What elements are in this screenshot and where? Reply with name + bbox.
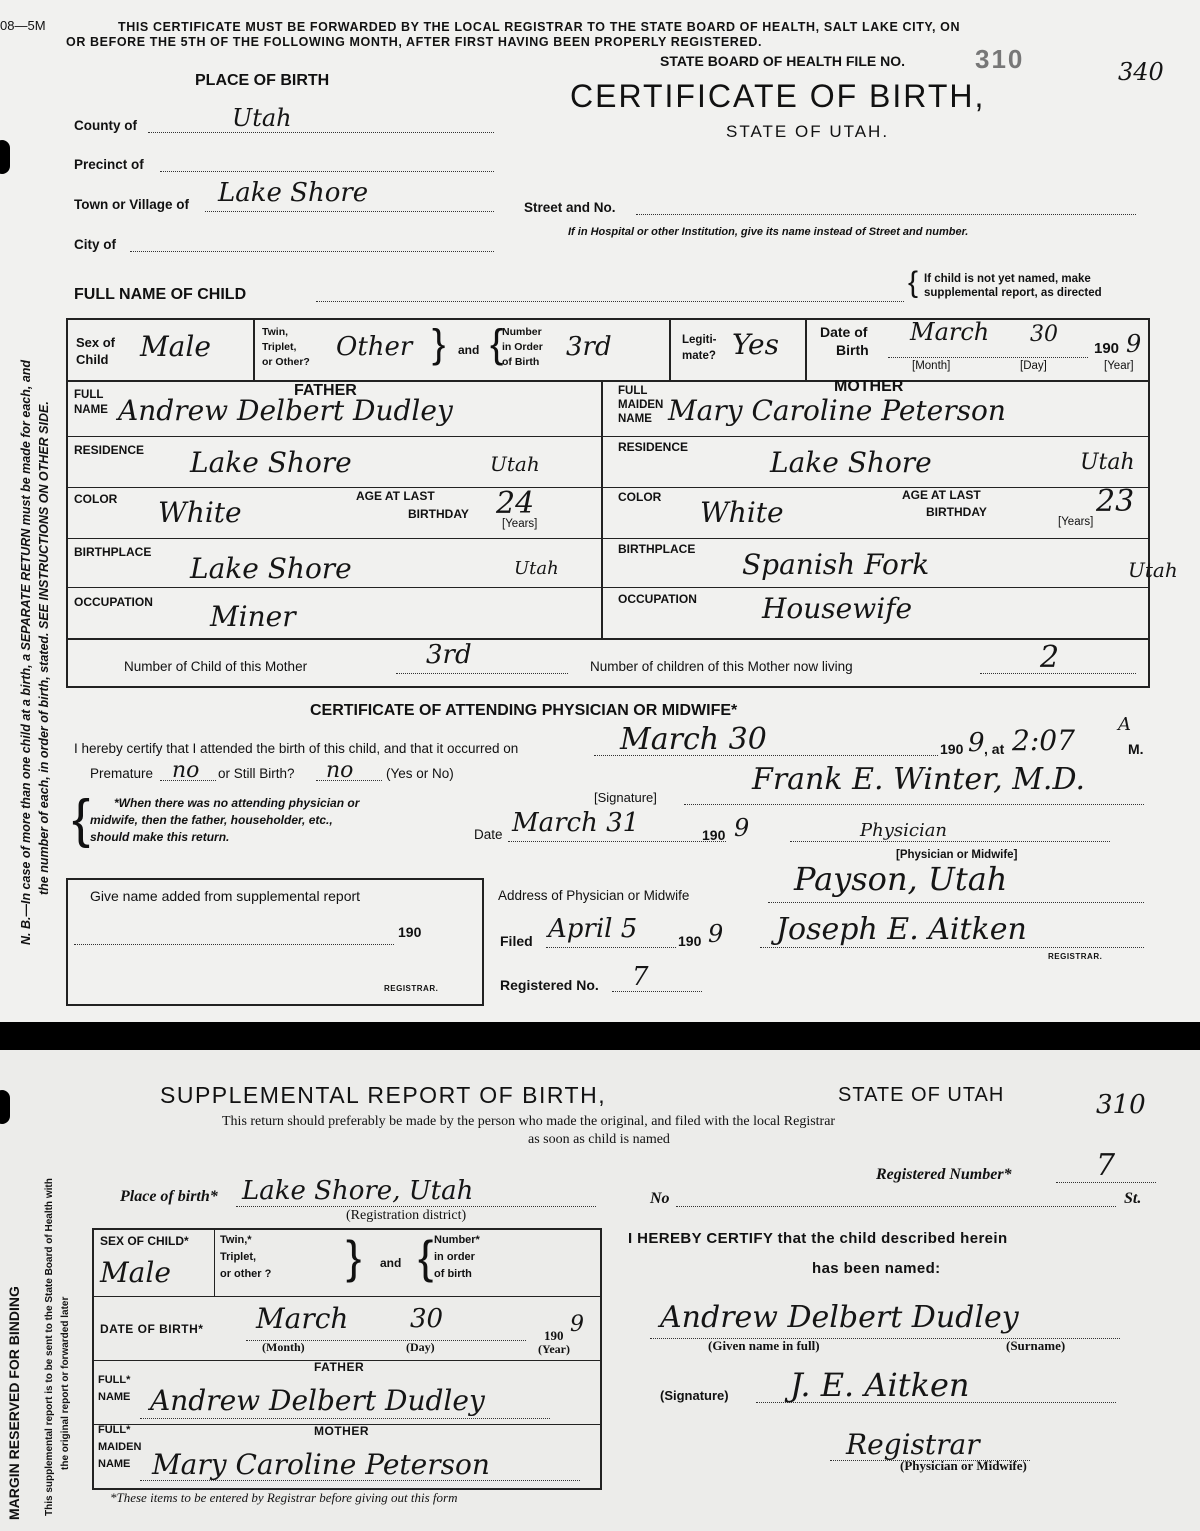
address-line <box>768 902 1144 903</box>
precinct-line <box>160 171 494 172</box>
row-birthplace-bottom <box>66 587 1150 588</box>
occurred-year-prefix: 190 <box>940 741 964 757</box>
street-line <box>636 214 1136 215</box>
supp-title-value: Registrar <box>846 1428 980 1461</box>
order-value: 3rd <box>566 332 612 362</box>
supp-twin-label-1: Twin,* <box>220 1234 252 1246</box>
physician-title-caption: [Physician or Midwife] <box>896 849 1018 861</box>
supplemental-corner-number: 310 <box>1096 1090 1146 1120</box>
table-right-border <box>1148 318 1150 686</box>
supp-divider-sex-twin <box>214 1228 215 1296</box>
mother-residence-state: Utah <box>1080 450 1135 475</box>
supp-mother-label-1: FULL* <box>98 1424 131 1436</box>
mother-name-label-3: NAME <box>618 413 652 425</box>
supplemental-report-sheet <box>0 1050 1200 1531</box>
supp-order-label-2: in order <box>434 1251 475 1263</box>
binding-hole <box>0 1090 10 1124</box>
father-age-label-2: BIRTHDAY <box>408 507 469 521</box>
supplemental-title-state: STATE OF UTAH <box>838 1084 1005 1106</box>
mother-residence-value: Lake Shore <box>770 446 932 479</box>
supp-dob-label: DATE OF BIRTH* <box>100 1322 204 1336</box>
binding-hole <box>0 140 10 174</box>
street-label: Street and No. <box>524 200 616 215</box>
supp-no-label: No <box>650 1190 670 1207</box>
filed-value: April 5 <box>548 914 638 944</box>
filed-year-suffix: 9 <box>708 920 724 948</box>
supp-place-caption: (Registration district) <box>346 1208 467 1223</box>
father-residence-state: Utah <box>490 452 540 476</box>
supp-mother-label-3: NAME <box>98 1458 131 1470</box>
supp-month-caption: (Month) <box>262 1340 305 1354</box>
child-name-line <box>316 301 904 302</box>
supplemental-box-line <box>74 944 394 945</box>
supp-certify-line-1: I HEREBY CERTIFY that the child described herein <box>628 1230 1008 1247</box>
side-note-line-1: N. B.—In case of more than one child at a birth, a SEPARATE RETURN must be made for each, and <box>19 359 33 945</box>
supp-registered-label: Registered Number* <box>876 1166 1012 1183</box>
address-label: Address of Physician or Midwife <box>498 888 690 903</box>
mother-age-caption: [Years] <box>1058 516 1094 528</box>
legit-value: Yes <box>732 328 779 361</box>
supplemental-instruction-2: as soon as child is named <box>528 1132 670 1147</box>
date-line <box>508 841 726 842</box>
living-children-value: 2 <box>1040 640 1060 675</box>
supplemental-box-year: 190 <box>398 924 422 940</box>
row-color-bottom <box>66 538 1150 539</box>
time-ampm: A <box>1118 714 1131 735</box>
file-no-stamp: 310 <box>975 44 1025 74</box>
date-year-suffix: 9 <box>734 814 750 842</box>
notice-line-2: OR BEFORE THE 5TH OF THE FOLLOWING MONTH, AFTER FIRST HAVING BEEN PROPERLY REGISTERED. <box>66 35 763 49</box>
certify-text: I hereby certify that I attended the birth of this child, and that it occurred on <box>74 741 519 756</box>
dob-year-suffix: 9 <box>1126 330 1142 358</box>
supp-st-label: St. <box>1124 1190 1142 1207</box>
city-label: City of <box>74 237 116 252</box>
twin-label-3: or Other? <box>262 356 310 368</box>
legit-label-1: Legiti- <box>682 334 717 346</box>
father-color-value: White <box>158 496 242 529</box>
physician-note-line-3: should make this return. <box>90 830 230 844</box>
supp-table-right <box>600 1228 602 1488</box>
twin-value: Other <box>336 332 413 362</box>
supplemental-title: SUPPLEMENTAL REPORT OF BIRTH, <box>160 1082 607 1108</box>
mother-heading: MOTHER <box>834 378 904 395</box>
supp-signature-label: (Signature) <box>660 1388 729 1403</box>
town-label: Town or Village of <box>74 197 190 212</box>
supp-year-caption: (Year) <box>538 1342 570 1356</box>
father-name-label-1: FULL <box>74 389 104 401</box>
file-no-corrected: 340 <box>1118 58 1164 86</box>
child-name-label: FULL NAME OF CHILD <box>74 286 247 303</box>
registered-label: Registered No. <box>500 977 599 993</box>
mother-birthplace-value: Spanish Fork <box>742 548 930 581</box>
supp-surname-caption: (Surname) <box>1006 1338 1066 1353</box>
supp-place-line <box>236 1206 596 1207</box>
father-heading: FATHER <box>294 382 357 399</box>
mother-age-label-2: BIRTHDAY <box>926 505 987 519</box>
supp-father-line <box>140 1418 550 1419</box>
mother-birthplace-state: Utah <box>1128 558 1178 582</box>
mother-age-label-1: AGE AT LAST <box>902 488 981 502</box>
table-left-border <box>66 318 68 686</box>
and-label: and <box>458 343 480 357</box>
registered-line <box>612 991 702 992</box>
date-year-prefix: 190 <box>702 827 726 843</box>
order-brace: { <box>490 322 504 366</box>
margin-label: MARGIN RESERVED FOR BINDING <box>6 1286 22 1520</box>
physician-note-line-2: midwife, then the father, householder, etc., <box>90 813 333 827</box>
divider-sex-twin <box>253 318 255 380</box>
supp-twin-label-3: or other ? <box>220 1268 272 1280</box>
physician-heading: CERTIFICATE OF ATTENDING PHYSICIAN OR MIDWIFE* <box>310 702 738 719</box>
supp-order-label-3: of birth <box>434 1268 472 1280</box>
supp-place-value: Lake Shore, Utah <box>242 1176 474 1206</box>
town-line <box>205 211 494 212</box>
mother-occupation-value: Housewife <box>762 592 913 625</box>
supp-mother-heading: MOTHER <box>314 1424 369 1438</box>
county-value: Utah <box>232 104 292 132</box>
divider-legit-date <box>805 318 807 380</box>
dob-label-1: Date of <box>820 324 868 340</box>
father-occupation-value: Miner <box>210 600 296 633</box>
dob-year-caption: [Year] <box>1104 360 1134 372</box>
signature-line <box>684 804 1144 805</box>
occurred-time: 2:07 <box>1012 724 1075 757</box>
registrar-signature: Joseph E. Aitken <box>776 912 1027 947</box>
supp-father-heading: FATHER <box>314 1360 365 1374</box>
premature-label: Premature <box>90 766 154 781</box>
twin-label-2: Triplet, <box>262 341 297 353</box>
supp-sex-label: SEX OF CHILD* <box>100 1234 189 1248</box>
mother-residence-label: RESIDENCE <box>618 440 689 454</box>
dob-day-caption: [Day] <box>1020 360 1047 372</box>
order-label-1: Number <box>502 326 542 338</box>
legit-label-2: mate? <box>682 350 716 362</box>
supp-and-label: and <box>380 1256 402 1270</box>
supp-dob-year-suffix: 9 <box>570 1312 584 1337</box>
supp-place-label: Place of birth* <box>120 1188 218 1205</box>
supp-dob-day: 30 <box>410 1304 444 1334</box>
mother-occupation-label: OCCUPATION <box>618 592 697 606</box>
supp-father-label-1: FULL* <box>98 1374 131 1386</box>
twin-brace: } <box>432 322 446 366</box>
divider-order-legit <box>669 318 671 380</box>
physician-signature: Frank E. Winter, M.D. <box>752 762 1085 797</box>
father-age-caption: [Years] <box>502 518 538 530</box>
supp-mother-label-2: MAIDEN <box>98 1441 142 1453</box>
dob-month-caption: [Month] <box>912 360 951 372</box>
side-note-line-2: the number of each, in order of birth, stated. SEE INSTRUCTIONS ON OTHER SIDE. <box>37 401 51 895</box>
dob-year-prefix: 190 <box>1094 340 1120 357</box>
sex-label-1: Sex of <box>76 335 116 350</box>
registrar-caption: REGISTRAR. <box>1048 952 1103 961</box>
form-code: 08—5M <box>0 18 46 33</box>
supp-dob-month: March <box>256 1302 349 1335</box>
supp-day-caption: (Day) <box>406 1340 435 1354</box>
time-suffix: M. <box>1128 741 1144 757</box>
supp-mother-value: Mary Caroline Peterson <box>152 1448 490 1481</box>
notice-line-1: THIS CERTIFICATE MUST BE FORWARDED BY THE LOCAL REGISTRAR TO THE STATE BOARD OF HEALTH, SALT LAKE CITY, ON <box>118 20 961 34</box>
hospital-note: If in Hospital or other Institution, give its name instead of Street and number. <box>568 226 969 238</box>
physician-title: Physician <box>860 820 948 841</box>
place-of-birth-heading: PLACE OF BIRTH <box>195 72 330 89</box>
signature-label: [Signature] <box>594 790 657 805</box>
father-birthplace-value: Lake Shore <box>190 552 352 585</box>
father-color-label: COLOR <box>74 492 118 506</box>
supp-certify-line-2: has been named: <box>812 1260 941 1277</box>
supp-twin-brace: } <box>346 1231 362 1283</box>
premature-value: no <box>172 758 200 783</box>
supp-order-label-1: Number* <box>434 1234 480 1246</box>
child-number-label: Number of Child of this Mother <box>124 659 308 674</box>
filed-year-prefix: 190 <box>678 933 702 949</box>
parents-divider <box>601 380 603 638</box>
file-no-label: STATE BOARD OF HEALTH FILE NO. <box>660 53 905 69</box>
supplemental-instruction-1: This return should preferably be made by the person who made the original, and filed with the local Registrar <box>222 1114 836 1129</box>
stillbirth-value: no <box>326 758 354 783</box>
supp-table-left <box>92 1228 94 1488</box>
unnamed-note-line-2: supplemental report, as directed <box>924 287 1102 299</box>
at-label: , at <box>984 741 1005 757</box>
occurred-year-suffix: 9 <box>968 728 985 758</box>
registered-value: 7 <box>632 962 649 992</box>
dob-line <box>888 357 1088 358</box>
mother-color-value: White <box>700 496 784 529</box>
dob-label-2: Birth <box>836 342 869 358</box>
child-number-value: 3rd <box>426 640 472 670</box>
supp-registered-value: 7 <box>1096 1148 1116 1183</box>
child-row-bottom <box>66 380 1150 382</box>
county-line <box>148 132 494 133</box>
supp-father-label-2: NAME <box>98 1391 131 1403</box>
title-line <box>790 841 1110 842</box>
supp-row-1-bottom <box>92 1296 602 1297</box>
supp-twin-label-2: Triplet, <box>220 1251 257 1263</box>
supp-given-caption: (Given name in full) <box>708 1338 820 1353</box>
filed-line <box>546 947 676 948</box>
mother-name-label-1: FULL <box>618 385 648 397</box>
unnamed-note-brace: { <box>908 266 919 299</box>
father-residence-value: Lake Shore <box>190 446 352 479</box>
supp-footnote: *These items to be entered by Registrar before giving out this form <box>110 1490 458 1505</box>
town-value: Lake Shore <box>218 178 369 208</box>
supplemental-box-heading: Give name added from supplemental report <box>90 888 361 904</box>
supp-title-caption: (Physician or Midwife) <box>900 1458 1027 1473</box>
supp-sex-value: Male <box>100 1256 171 1289</box>
supp-dob-year-prefix: 190 <box>544 1328 564 1343</box>
mother-name-value: Mary Caroline Peterson <box>668 394 1006 427</box>
sex-value: Male <box>140 330 211 363</box>
physician-note-line-1: *When there was no attending physician or <box>114 796 360 810</box>
mother-name-label-2: MAIDEN <box>618 399 664 411</box>
yes-no-label: (Yes or No) <box>386 766 454 781</box>
dob-month: March <box>910 318 990 346</box>
twin-label-1: Twin, <box>262 326 289 338</box>
address-value: Payson, Utah <box>794 860 1008 898</box>
supplemental-box-caption: REGISTRAR. <box>384 984 439 993</box>
city-line <box>130 251 494 252</box>
father-birthplace-label: BIRTHPLACE <box>74 545 152 559</box>
supp-order-brace: { <box>418 1231 434 1283</box>
order-label-3: of Birth <box>502 356 540 368</box>
father-residence-label: RESIDENCE <box>74 443 145 457</box>
order-label-2: in Order <box>502 341 543 353</box>
mother-age-value: 23 <box>1096 484 1135 519</box>
father-birthplace-state: Utah <box>514 558 559 579</box>
father-age-value: 24 <box>496 486 535 521</box>
living-children-label: Number of children of this Mother now living <box>590 659 853 674</box>
county-label: County of <box>74 118 137 133</box>
child-number-line <box>396 673 568 674</box>
date-value: March 31 <box>512 808 640 838</box>
father-age-label-1: AGE AT LAST <box>356 489 435 503</box>
sex-label-2: Child <box>76 352 109 367</box>
supp-no-line <box>676 1206 1116 1207</box>
supp-father-value: Andrew Delbert Dudley <box>150 1384 485 1417</box>
stillbirth-label: or Still Birth? <box>218 766 295 781</box>
unnamed-note-line-1: If child is not yet named, make <box>924 273 1091 285</box>
certificate-title: CERTIFICATE OF BIRTH, <box>570 78 986 114</box>
date-label: Date <box>474 827 503 842</box>
counts-row-bottom <box>66 686 1150 688</box>
occurred-date: March 30 <box>620 722 767 757</box>
dob-day: 30 <box>1030 322 1058 347</box>
mother-birthplace-label: BIRTHPLACE <box>618 542 696 556</box>
father-name-label-2: NAME <box>74 404 108 416</box>
supp-signature-value: J. E. Aitken <box>790 1366 970 1404</box>
margin-note-line-1: This supplemental report is to be sent to the State Board of Health with <box>44 1178 55 1516</box>
row-residence-bottom <box>66 487 1150 488</box>
father-occupation-label: OCCUPATION <box>74 595 153 609</box>
mother-color-label: COLOR <box>618 490 662 504</box>
row-name-bottom <box>66 436 1150 437</box>
note-brace: { <box>72 789 91 849</box>
registrar-line <box>760 947 1144 948</box>
father-name-value: Andrew Delbert Dudley <box>118 394 453 427</box>
supp-named-value: Andrew Delbert Dudley <box>660 1300 1019 1335</box>
filed-label: Filed <box>500 933 533 949</box>
precinct-label: Precinct of <box>74 157 144 172</box>
margin-note-line-2: the original report or forwarded later <box>60 1296 71 1470</box>
row-occupation-bottom <box>66 638 1150 640</box>
certificate-subtitle: STATE OF UTAH. <box>726 122 890 141</box>
